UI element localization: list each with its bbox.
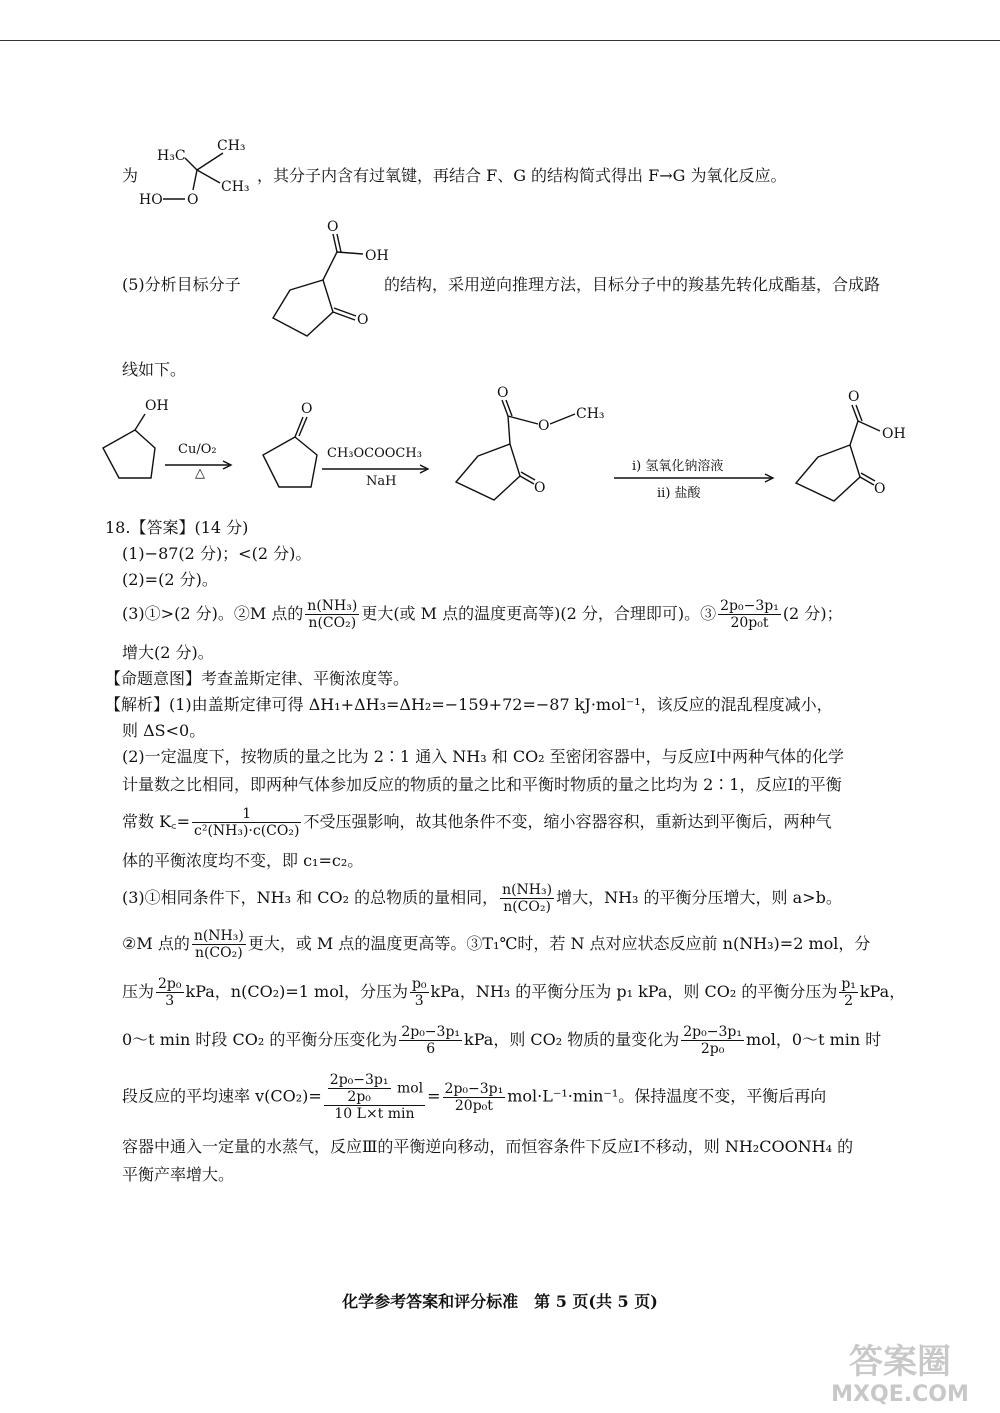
target-oh: OH [365,248,389,264]
watermark-top: 答案圈 [849,1342,951,1382]
q18-p2-1: (2)一定温度下，按物质的量之比为 2∶1 通入 NH₃ 和 CO₂ 至密闭容器中，与反应Ⅰ中两种气体的化学 [122,747,845,766]
q18-p3-7: 平衡产率增大。 [122,1165,235,1184]
mol-ch3-top: CH₃ [217,138,246,154]
intro-wei: 为 [122,166,139,185]
q18-p3-1-post: 增大，NH₃ 的平衡分压增大，则 a>b。 [556,888,842,907]
q18-header: 18.【答案】(14 分) [105,518,249,537]
q18-p3-1 [122,882,842,915]
peroxide-molecule [135,133,260,213]
q18-a3-line [122,598,843,631]
frac-kc: $\frac{1}{\text{c²(NH₃)·c(CO₂)}}$ [193,806,300,839]
frac-nh3-co2-c: $\frac{\text{n(NH₃)}}{\text{n(CO₂)}}$ [193,928,244,961]
page-footer: 化学参考答案和评分标准 第 5 页(共 5 页) [342,1292,658,1311]
frac-velocity: $\frac{\text{2p₀−3p₁}}{\text{2p₀}}$ mol 10 L×t min [324,1072,425,1122]
mol-o: O [187,192,199,208]
q18-p3-2-pre: ②M 点的 [122,934,190,953]
q18-p3-1-pre: (3)①相同条件下，NH₃ 和 CO₂ 的总物质的量相同， [122,888,499,907]
step2-above: CH₃OCOOCH₃ [327,446,422,461]
step2-below: NaH [366,474,397,489]
q18-a3-part3: (2 分)； [782,604,843,623]
product-molecule [780,383,920,513]
mol-h3c: H₃C [157,148,186,164]
ester-o-ketone: O [534,480,546,496]
q18-a3-part1: (3)①>(2 分)。②M 点的 [122,604,304,623]
q18-a3-line2: 增大(2 分)。 [122,643,214,662]
target-o-top: O [327,219,339,235]
frac-p0-3: $\frac{\text{p₀}}{3}$ [411,976,427,1009]
q18-p3-5: 段反应的平均速率 v(CO₂)= $\frac{\text{2p₀−3p₁}}{\text{2p₀}}$ mol 10 L×t min = $\frac{\text{2p₀−3p₁}}{\text{20p₀t}}$ mol·L⁻¹·min⁻¹。保持温度不变，平衡后再向 [122,1072,827,1122]
target-o-ketone: O [357,312,369,328]
cyclopentanone [255,395,335,505]
frac-rate-b: $\frac{\text{2p₀−3p₁}}{\text{20p₀t}}$ [444,1080,504,1114]
frac-dn: $\frac{\text{2p₀−3p₁}}{\text{2p₀}}$ [683,1024,742,1057]
product-o-top: O [848,389,860,405]
q18-a3-part2: 更大(或 M 点的温度更高等)(2 分，合理即可)。③ [361,604,717,623]
q18-p3-3: 压为 $\frac{\text{2p₀}}{3}$ kPa，n(CO₂)=1 mol，分压为 $\frac{\text{p₀}}{3}$ kPa，NH₃ 的平衡分压为 p₁ kPa，则 CO₂ 的平衡分压为 $\frac{\text{p₁}}{2}$ kPa， [122,976,906,1009]
q18-p3-6: 容器中通入一定量的水蒸气，反应Ⅲ的平衡逆向移动，而恒容条件下反应Ⅰ不移动，则 NH₂COONH₄ 的 [122,1137,854,1156]
q5-suffix: 的结构，采用逆向推理方法，目标分子中的羧基先转化成酯基，合成路 [384,275,881,294]
q18-a2: (2)=(2 分)。 [122,570,218,589]
mol-ho: HO [139,192,163,208]
step1-above: Cu/O₂ [178,442,217,457]
product-o-ketone: O [874,481,886,497]
ester-ch3: CH₃ [576,406,605,422]
q18-p2-4: 体的平衡浓度均不变，即 c₁=c₂。 [122,851,364,870]
methyl-ester [440,382,610,512]
product-oh: OH [882,426,906,442]
q18-p2-3 [122,806,831,839]
q18-p2-2: 计量数之比相同，即两种气体参加反应的物质的量之比和平衡时物质的量之比均为 2∶1，反应Ⅰ的平衡 [122,775,842,794]
frac-rate: $\frac{\text{2p₀−3p₁}}{\text{20p₀t}}$ [720,598,779,631]
q18-p3-2 [122,928,870,961]
frac-2p0-3: $\frac{\text{2p₀}}{3}$ [158,976,182,1009]
q18-p3-2-post: 更大，或 M 点的温度更高等。③T₁℃时，若 N 点对应状态反应前 n(NH₃)=2 mol，分 [247,934,871,953]
q18-analysis1: 【解析】(1)由盖斯定律可得 ΔH₁+ΔH₃=ΔH₂=−159+72=−87 kJ·mol⁻¹，该反应的混乱程度减小， [105,695,833,714]
route-oh-label: OH [145,398,169,414]
q18-analysis1b: 则 ΔS<0。 [122,721,206,740]
q5-line2: 线如下。 [122,360,187,379]
cyclopentanol [95,390,175,500]
q18-p2-3-post: 不受压强影响，故其他条件不变，缩小容器容积，重新达到平衡后，两种气 [303,812,832,831]
q18-intent: 【命题意图】考查盖斯定律、平衡浓度等。 [105,669,410,688]
frac-nh3-co2-b: $\frac{\text{n(NH₃)}}{\text{n(CO₂)}}$ [502,882,553,915]
frac-nh3-co2: $\frac{\text{n(NH₃)}}{\text{n(CO₂)}}$ [307,598,358,631]
step3-above: i) 氢氧化钠溶液 [632,459,724,474]
intro-text: ，其分子内含有过氧键，再结合 F、G 的结构简式得出 F→G 为氧化反应。 [257,166,787,185]
q18-p3-4: 0～t min 时段 CO₂ 的平衡分压变化为 $\frac{\text{2p₀−3p₁}}{6}$ kPa，则 CO₂ 物质的量变化为 $\frac{\text{2p₀−3p₁}}{\text{2p₀}}$ mol，0～t min 时 [122,1024,882,1057]
frac-velocity-inner: $\frac{\text{2p₀−3p₁}}{\text{2p₀}}$ [329,1072,389,1105]
watermark-bottom: MXQE.COM [831,1382,969,1407]
mol-ch3-right: CH₃ [221,179,250,195]
frac-p1-2: $\frac{\text{p₁}}{2}$ [841,976,856,1009]
q5-prefix: (5)分析目标分子 [122,275,241,294]
top-rule [0,40,1000,41]
watermark [813,1337,988,1407]
step3-below: ii) 盐酸 [657,486,701,501]
ester-o-top: O [497,385,509,401]
ester-o-ether: O [538,418,550,434]
step1-below: △ [195,466,205,481]
frac-dp: $\frac{\text{2p₀−3p₁}}{6}$ [401,1024,461,1057]
ketone-o: O [301,401,313,417]
target-molecule [245,218,389,348]
arrow-step2 [320,464,432,474]
q18-a1: (1)−87(2 分)；<(2 分)。 [122,544,312,563]
kc-label: 常数 K꜀= [122,812,190,831]
